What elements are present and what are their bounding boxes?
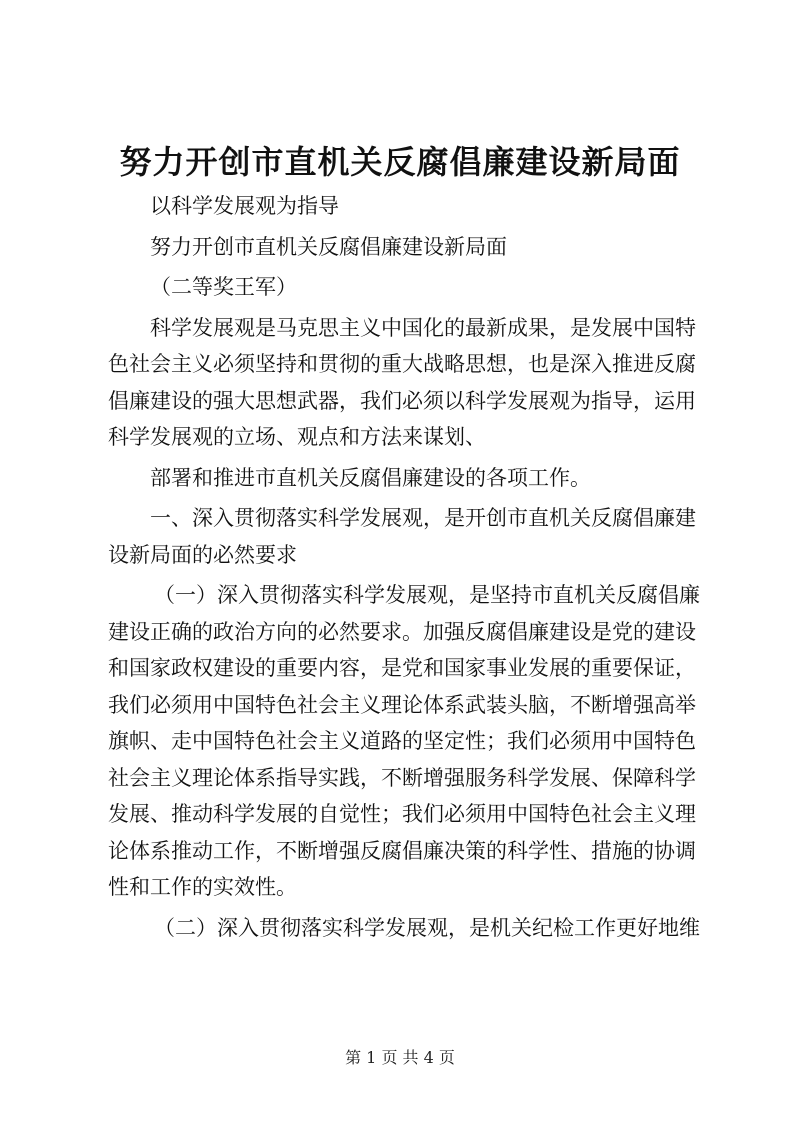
document-body: [108, 188, 708, 946]
paragraph-line: （二）深入贯彻落实科学发展观，是机关纪检工作更好地维: [154, 915, 700, 940]
paragraph-line: 色社会主义必须坚持和贯彻的重大战略思想，也是深入推进反腐: [108, 352, 696, 376]
paragraph-line: 发展、推动科学发展的自觉性；我们必须用中国特色社会主义理: [108, 802, 696, 826]
section-heading-1: [108, 500, 708, 573]
paragraph-line: 倡廉建设的强大思想武器，我们必须以科学发展观为指导，运用: [108, 388, 696, 413]
paragraph-line: 社会主义理论体系指导实践，不断增强服务科学发展、保障科学: [108, 765, 696, 790]
paragraph-line: 论体系推动工作，不断增强反腐倡廉决策的科学性、措施的协调: [108, 838, 696, 863]
document-title: 努力开创市直机关反腐倡廉建设新局面: [119, 143, 681, 181]
paragraph-line: 设新局面的必然要求: [108, 542, 297, 567]
paragraph-line: 部署和推进市直机关反腐倡廉建设的各项工作。: [150, 465, 591, 490]
paragraph-line: 旗帜、走中国特色社会主义道路的坚定性；我们必须用中国特色: [108, 729, 696, 753]
paragraph-line: 建设正确的政治方向的必然要求。加强反腐倡廉建设是党的建设: [108, 619, 696, 644]
subtitle-line-2: 努力开创市直机关反腐倡廉建设新局面: [150, 234, 507, 259]
page-number-footer: 第 1 页 共 4 页: [345, 1048, 455, 1067]
paragraph-line: 我们必须用中国特色社会主义理论体系武装头脑，不断增强高举: [108, 692, 696, 717]
paragraph-3: [108, 577, 708, 906]
paragraph-2: [108, 460, 708, 497]
paragraph-4: [108, 910, 708, 947]
award-line: （二等奖王军）: [150, 275, 297, 299]
paragraph-1: [108, 310, 708, 456]
paragraph-line: （一）深入贯彻落实科学发展观，是坚持市直机关反腐倡廉: [154, 583, 700, 607]
paragraph-line: 科学发展观是马克思主义中国化的最新成果，是发展中国特: [150, 315, 696, 340]
paragraph-line: 和国家政权建设的重要内容，是党和国家事业发展的重要保证，: [108, 656, 696, 680]
paragraph-line: 性和工作的实效性。: [108, 875, 297, 899]
paragraph-line: 一、深入贯彻落实科学发展观，是开创市直机关反腐倡廉建: [150, 506, 696, 530]
paragraph-line: 科学发展观的立场、观点和方法来谋划、: [108, 425, 486, 449]
subtitle-line-1: 以科学发展观为指导: [150, 194, 339, 218]
